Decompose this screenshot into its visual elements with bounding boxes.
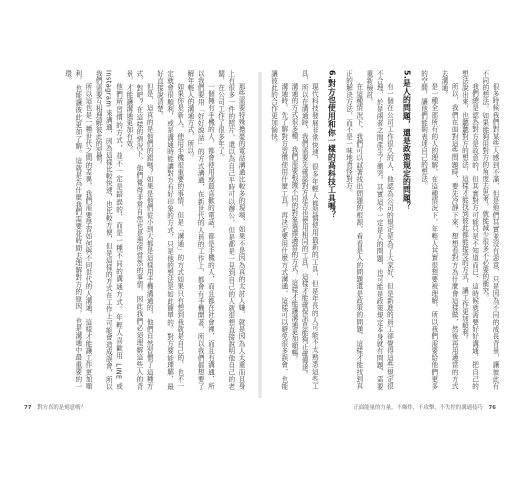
left-page-text-column xyxy=(20,70,246,390)
right-paragraph-4: 是一種全部所有的人的理解，在這種情況下，年輕人其實很想要被理解，所以我們需要給他們更多的空間，讓他們能夠表達自己的想法。 xyxy=(419,70,438,390)
left-paragraph-3: 如果你是新人，使用手機很重要的事情，但是「溝通」的方式如果只有想到我就是自己的，也不一定就會很順利，或是溝通時能讓對方有好印象的方式，只是他的想法是如此簡單的。對方要能理解，最好直接說清楚。 xyxy=(155,70,184,390)
right-running-title: 正面能量的力量，不爆炸，不攻擊，不失控的溝通技巧 xyxy=(353,405,483,411)
right-paragraph-1: 很多時候我們對某些人感到不滿，但是他們其實並沒有惡意，只是因為不同的成長背景，讓彼此有不同的想法，如果能夠用對方的角度去思考，就能減少很多不必要的衝突。 xyxy=(480,70,499,390)
left-paragraph-6: 所以這也是一種世代之間的差異，我們需要學習如何與不同世代的人溝通，這樣才能讓工作更加順利，也能讓彼此更加了解。這就是為什麼我們需要花時間去理解對方的原因，也是溝通中最重要的一環。 xyxy=(63,70,92,390)
left-paragraph-1: 那些需要特殊擔憂的電話溝通比較多的現場，如果不是因為真的太討人嫌，就是因為人太重而且身上有很多一件的照片，還以為自己平時可以辦公，但是都是一見到自己的人就很想直接說明他自己的老闆，在公司工作了很多年了。 xyxy=(216,70,245,390)
right-paragraph-6: 在這種情況下，我們可以試著找出問題的根源，看看是人的問題還是政策的問題，這樣才能找到真正的解決方法，而不是一味地責怪對方。 xyxy=(344,70,363,390)
right-paragraph-2: 我們總是認為對方是故意的，但其實對方可能只是不知道而已，這時候就需要好好溝通，把自己的想法說出來，也聽聽對方的想法，這樣才能找到彼此都能接受的方式，讓工作更加順利。 xyxy=(460,70,479,390)
left-page xyxy=(20,70,246,390)
left-page-footer xyxy=(20,403,86,411)
right-page-number: 76 xyxy=(488,405,496,411)
right-page-footer xyxy=(353,403,500,411)
right-page-text-column xyxy=(269,70,500,390)
book-gutter xyxy=(258,72,262,398)
right-paragraph-3: 所以，我們在面對這些問題時，要先冷靜下來，想想看對方為什麼會這樣做，然後再用適當的方式去溝通。 xyxy=(439,70,459,390)
left-page-number: 77 xyxy=(24,405,32,411)
right-paragraph-9: 溝通時，先了解對方習慣使用什麼工具，再決定要用什麼方式溝通，這樣可以避免很多誤會，也能讓彼此的合作更加愉快。 xyxy=(269,70,288,390)
left-paragraph-5: 他們所習慣的方式，並不一定是錯誤的，而是一種不同的溝通方式。年輕人喜歡用 LINE 或 Instagram 來溝通，因為這樣比較快速，也比較方便，但是這樣的方式在工作上可能會造成誤會，所以我們需要互相理解彼此的習慣。 xyxy=(94,70,123,390)
left-paragraph-4: 但是，這真的是他們的錯嗎？如果是他們從小到大都是這樣用手機溝通的，他們自然習慣了這種方式，對吧？在這樣的情況下，他們覺得非常自然也是理所當然的事情，因此我們必須理解這些人的背景，才能讓溝通更加有效。 xyxy=(124,70,154,390)
section-heading-6: 6.對方也使用和你一樣的高科技工具嗎？ xyxy=(327,70,337,219)
right-paragraph-7: 現代科技發展非常快速，很多年輕人都習慣使用最新的工具，但是年長的人可能不太熟悉這些工具，所以在溝通時，我們需要先確認對方是否也使用相同的工具，這樣才能確保訊息能夠正確傳達。 xyxy=(300,70,319,390)
right-paragraph-5: 有一個在公司工作很久的人，他認為公司的規定是為了大家好，但是新進的員工卻覺得這些規定很不合理，於是兩者之間產生了衝突。其實這不一定是人的問題，也可能是政策規定本身就有問題，需要重新檢討。 xyxy=(364,70,394,390)
right-paragraph-8: 溝通的方式很多種，我們需要根據不同的對象選擇適當的方式，這樣才能讓溝通更加順暢。 xyxy=(289,83,298,364)
left-running-title: 對方真的是刻意嗎？ xyxy=(37,405,86,411)
left-paragraph-2: 一個擁有手機的人，都會使用或最喜歡的電話，都是手機的人，而且都在社會裡，而且有溝通，所以我們要用「好好說話」的方式溝通，在新世代的人員的工作上，都會有手機開著，所以我們都想要了解年輕人的溝通方式，所以。 xyxy=(185,70,215,390)
right-page xyxy=(269,70,500,390)
section-heading-5: 5.是人的問題，還是政策規定的問題？ xyxy=(402,70,412,211)
